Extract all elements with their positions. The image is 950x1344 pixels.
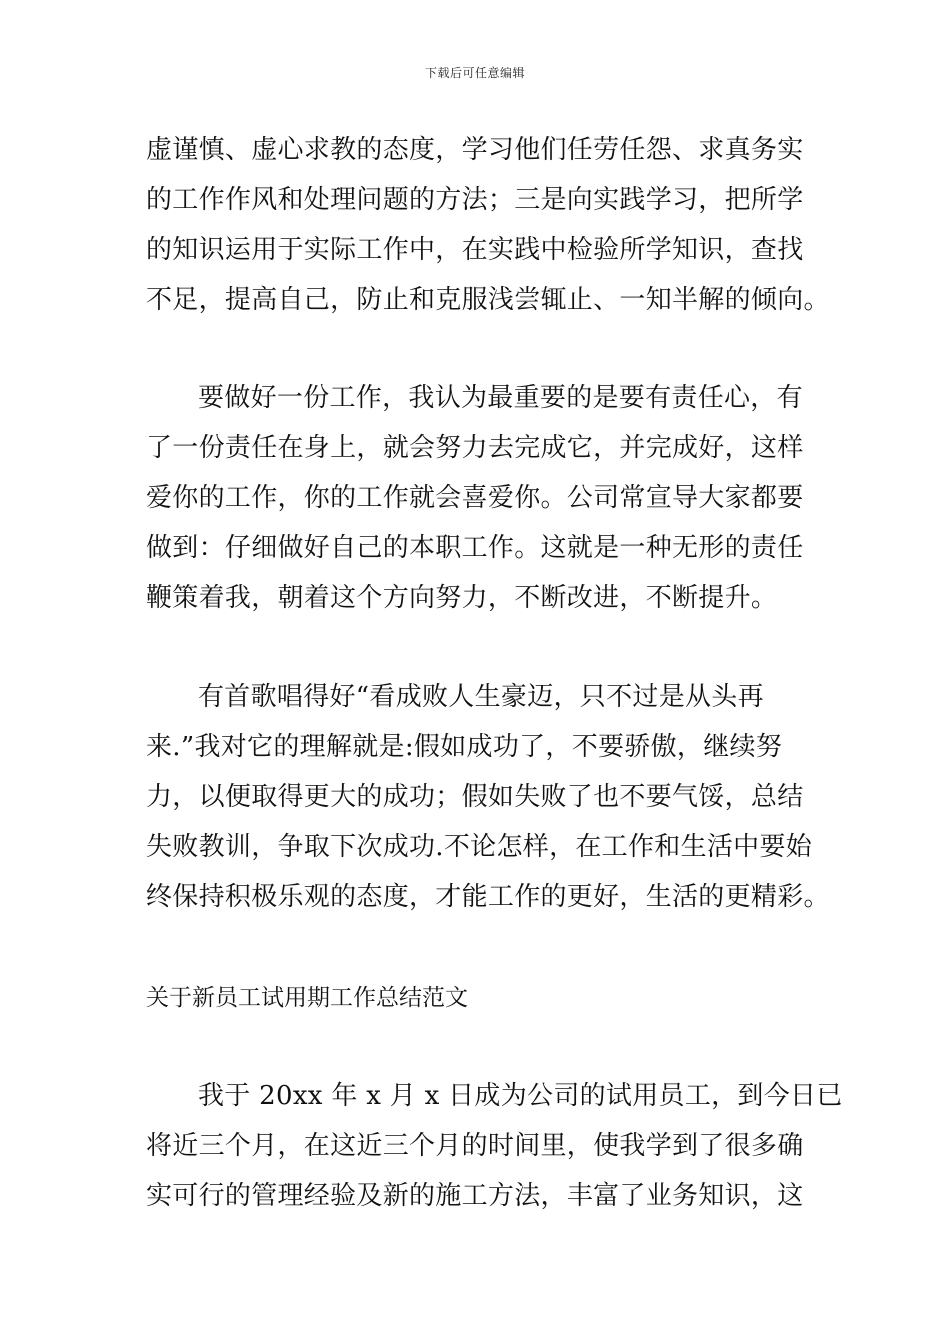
- page-header: 下载后可任意编辑: [424, 66, 525, 80]
- closing-paragraph-line-3: 实可行的管理经验及新的施工方法，丰富了业务知识，这: [146, 1181, 804, 1211]
- closing-paragraph-line-2: 将近三个月，在这近三个月的时间里，使我学到了很多确: [146, 1131, 804, 1161]
- paragraph-2-line-3: 爱你的工作，你的工作就会喜爱你。公司常宣导大家都要: [146, 483, 804, 513]
- paragraph-2-line-1: 要做好一份工作，我认为最重要的是要有责任心，有: [198, 383, 803, 413]
- paragraph-2-line-2: 了一份责任在身上，就会努力去完成它，并完成好，这样: [146, 433, 804, 463]
- closing-paragraph-line-1: 我于 20xx 年 x 月 x 日成为公司的试用员工，到今日已: [198, 1081, 843, 1111]
- paragraph-3-line-5: 终保持积极乐观的态度，才能工作的更好，生活的更精彩。: [146, 882, 830, 912]
- paragraph-3-line-3: 力，以便取得更大的成功；假如失败了也不要气馁，总结: [146, 782, 804, 812]
- paragraph-1-line-2: 的工作作风和处理问题的方法；三是向实践学习，把所学: [146, 185, 804, 215]
- section-heading: 关于新员工试用期工作总结范文: [146, 985, 468, 1011]
- paragraph-3-line-4: 失败教训，争取下次成功.不论怎样，在工作和生活中要始: [146, 832, 813, 862]
- paragraph-3-line-2: 来.”我对它的理解就是:假如成功了，不要骄傲，继续努: [146, 732, 783, 762]
- paragraph-2-line-5: 鞭策着我，朝着这个方向努力，不断改进，不断提升。: [146, 583, 778, 613]
- paragraph-1-line-4: 不足，提高自己，防止和克服浅尝辄止、一知半解的倾向。: [146, 285, 830, 315]
- paragraph-1-line-1: 虚谨慎、虚心求教的态度，学习他们任劳任怨、求真务实: [146, 135, 804, 165]
- paragraph-1-line-3: 的知识运用于实际工作中，在实践中检验所学知识，查找: [146, 235, 804, 265]
- paragraph-3-line-1: 有首歌唱得好“看成败人生豪迈，只不过是从头再: [198, 682, 764, 712]
- paragraph-2-line-4: 做到：仔细做好自己的本职工作。这就是一种无形的责任: [146, 533, 804, 563]
